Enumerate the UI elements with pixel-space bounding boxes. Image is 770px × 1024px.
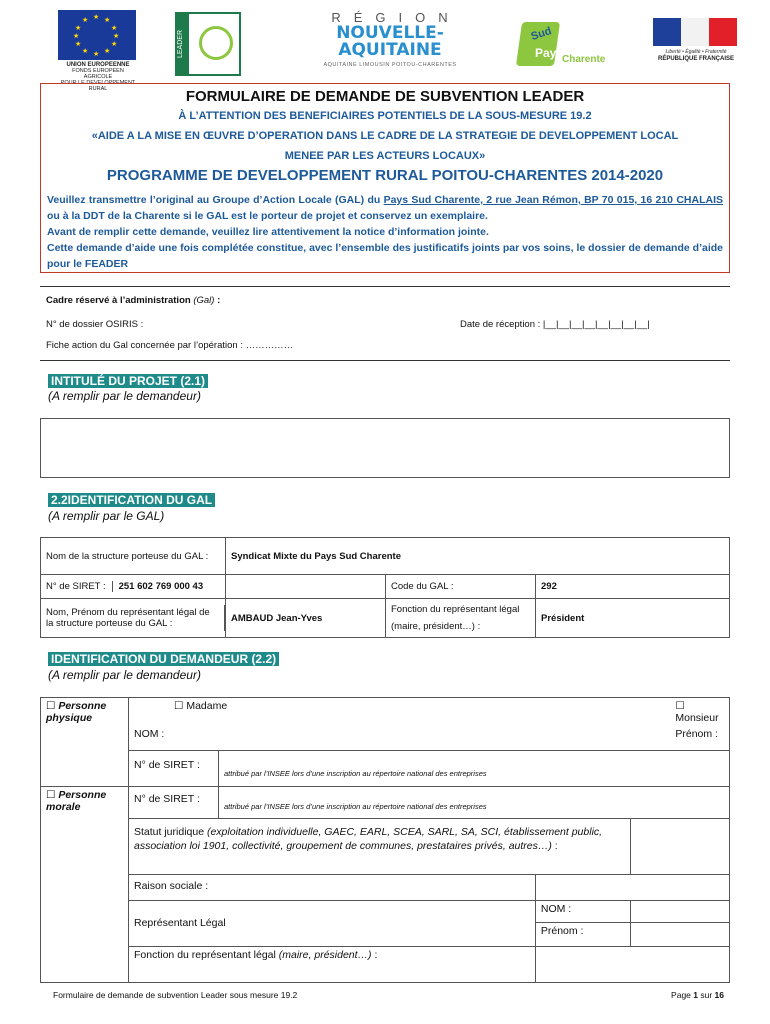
pm-label: Personne morale bbox=[46, 788, 107, 813]
statut-label-colon: : bbox=[551, 839, 558, 852]
rep-prenom-field[interactable] bbox=[630, 922, 729, 946]
region-name-1: NOUVELLE- bbox=[336, 23, 444, 43]
pm-siret-field[interactable] bbox=[219, 786, 730, 818]
gal-fonction-label: Fonction du représentant légal (maire, président…) : bbox=[386, 599, 536, 638]
instructions bbox=[47, 192, 723, 272]
madame-checkbox[interactable]: ☐ bbox=[174, 700, 184, 712]
projet-heading: INTITULÉ DU PROJET (2.1) bbox=[48, 374, 208, 388]
page-number bbox=[671, 990, 724, 1000]
rep-nom-label: NOM : bbox=[535, 900, 630, 922]
statut-label-examples: (exploitation individuelle, GAEC, EARL, SCEA, SARL, SA, SCI, établissement public, association loi 1901, collectivité, groupement de communes, prestataires privés, autres…) bbox=[134, 825, 603, 852]
pp-checkbox[interactable]: ☐ bbox=[46, 700, 56, 712]
pm-cell bbox=[41, 786, 129, 982]
gal-empty-cell bbox=[226, 575, 386, 599]
raison-sociale-field[interactable] bbox=[535, 874, 729, 900]
admin-label bbox=[46, 295, 220, 306]
monsieur-label: Monsieur bbox=[675, 712, 719, 724]
logo-bar bbox=[0, 8, 770, 92]
demandeur-note: (A remplir par le demandeur) bbox=[48, 668, 201, 682]
fonction-rep-label bbox=[129, 946, 536, 982]
fonction-label-colon: : bbox=[371, 948, 378, 961]
pays-charente: Charente bbox=[562, 54, 606, 65]
page-prefix: Page bbox=[671, 990, 694, 1000]
monsieur-option[interactable] bbox=[630, 698, 729, 727]
leader-logo bbox=[175, 12, 241, 76]
raison-sociale-label: Raison sociale : bbox=[129, 874, 536, 900]
pays-sud-charente-logo bbox=[515, 18, 610, 73]
pm-siret-label: N° de SIRET : bbox=[129, 786, 219, 818]
region-name-2: AQUITAINE bbox=[338, 40, 442, 60]
prenom-field[interactable]: Prénom : bbox=[630, 726, 729, 750]
pp-siret-label: N° de SIRET : bbox=[129, 750, 219, 786]
page-current: 1 bbox=[693, 990, 698, 1000]
nom-field[interactable]: NOM : bbox=[129, 726, 631, 750]
french-flag-icon bbox=[653, 18, 737, 46]
gal-structure-label: Nom de la structure porteuse du GAL : bbox=[41, 538, 226, 575]
rep-nom-field[interactable] bbox=[630, 900, 729, 922]
gal-rep-value[interactable]: AMBAUD Jean-Yves bbox=[226, 599, 386, 638]
pp-label: Personne physique bbox=[46, 700, 107, 724]
form-title: FORMULAIRE DE DEMANDE DE SUBVENTION LEADER bbox=[185, 88, 585, 105]
demandeur-table bbox=[40, 697, 730, 983]
instructions-1b: ou à la DDT de la Charente si le GAL est le porteur de projet et conservez un exemplaire. bbox=[47, 210, 488, 222]
fonction-label-examples: (maire, président…) bbox=[278, 948, 372, 961]
pays-pays: Pays bbox=[535, 46, 564, 60]
eu-flag-icon: ★ ★ ★ ★ ★ ★ ★ ★ ★ ★ ★ ★ bbox=[58, 10, 136, 60]
pm-siret-note: attribué par l’INSEE lors d’une inscription au répertoire national des entreprises bbox=[224, 801, 487, 811]
region-sub: AQUITAINE LIMOUSIN POITOU-CHARENTES bbox=[323, 62, 457, 68]
eu-logo bbox=[58, 10, 138, 92]
form-subtitle-2: «AIDE A LA MISE EN ŒUVRE D’OPERATION DANS LE CADRE DE LA STRATEGIE DE DEVELOPPEMENT LOCAL bbox=[91, 130, 679, 142]
rf-motto: Liberté • Égalité • Fraternité bbox=[665, 49, 727, 55]
gal-siret-label: N° de SIRET : bbox=[46, 581, 106, 592]
page-sep: sur bbox=[698, 990, 715, 1000]
gal-fonction-value[interactable]: Président bbox=[536, 599, 730, 638]
title-box bbox=[40, 83, 730, 273]
statut-juridique-label bbox=[129, 818, 631, 874]
eu-caption-title: UNION EUROPEENNE bbox=[66, 62, 130, 68]
projet-title-input[interactable] bbox=[40, 418, 730, 478]
madame-label: Madame bbox=[186, 700, 228, 712]
region-letters: RÉGION bbox=[331, 10, 461, 25]
statut-label-text: Statut juridique bbox=[134, 825, 207, 838]
leader-circle-icon bbox=[199, 26, 233, 60]
gal-siret-cell bbox=[41, 575, 226, 599]
pp-siret-field[interactable] bbox=[219, 750, 730, 786]
admin-label-colon: : bbox=[214, 295, 221, 306]
pays-sud: Sud bbox=[529, 25, 554, 43]
instructions-2: Avant de remplir cette demande, veuillez lire attentivement la notice d’information jointe. bbox=[47, 226, 489, 238]
admin-box bbox=[40, 286, 730, 361]
reception-date-field[interactable]: Date de réception : |__|__|__|__|__|__|__|__| bbox=[460, 319, 650, 330]
fonction-rep-field[interactable] bbox=[535, 946, 729, 982]
rf-name: RÉPUBLIQUE FRANÇAISE bbox=[657, 56, 734, 62]
rep-legal-label: Représentant Légal bbox=[129, 900, 536, 946]
instructions-1a: Veuillez transmettre l’original au Groupe d’Action Locale (GAL) du bbox=[47, 194, 384, 206]
pp-cell bbox=[41, 698, 129, 787]
gal-address-link[interactable]: Pays Sud Charente, 2 rue Jean Rémon, BP 70 015, 16 210 CHALAIS bbox=[383, 194, 723, 206]
osiris-field[interactable]: N° de dossier OSIRIS : bbox=[46, 319, 144, 330]
eu-caption-line2: POUR LE DEVELOPPEMENT RURAL bbox=[60, 80, 136, 92]
form-subtitle-3: MENEE PAR LES ACTEURS LOCAUX» bbox=[284, 150, 486, 162]
form-subtitle-1: À L’ATTENTION DES BENEFICIAIRES POTENTIELS DE LA SOUS-MESURE 19.2 bbox=[178, 110, 592, 122]
footer-title: Formulaire de demande de subvention Leader sous mesure 19.2 bbox=[53, 990, 298, 1000]
fonction-label-text: Fonction du représentant légal bbox=[134, 948, 279, 961]
leader-logo-text: LEADER bbox=[177, 14, 189, 74]
gal-siret-value[interactable]: 251 602 769 000 43 bbox=[112, 581, 204, 592]
instructions-3: Cette demande d’aide une fois complétée constitue, avec l’ensemble des justificatifs joints par vos soins, le dossier de demande d’aide pour le FEADER bbox=[47, 242, 723, 270]
projet-note: (A remplir par le demandeur) bbox=[48, 389, 201, 403]
fiche-action-field[interactable]: Fiche action du Gal concernée par l’opération : …………… bbox=[46, 340, 294, 351]
statut-juridique-field[interactable] bbox=[630, 818, 729, 874]
pp-siret-note: attribué par l’INSEE lors d’une inscription au répertoire national des entreprises bbox=[224, 768, 487, 778]
gal-code-value[interactable]: 292 bbox=[536, 575, 730, 599]
region-logo bbox=[305, 10, 475, 80]
demandeur-heading: IDENTIFICATION DU DEMANDEUR (2.2) bbox=[48, 652, 279, 666]
eu-caption-line1: FONDS EUROPEEN AGRICOLE bbox=[72, 68, 124, 80]
rep-prenom-label: Prénom : bbox=[535, 922, 630, 946]
gal-heading: 2.2IDENTIFICATION DU GAL bbox=[48, 493, 215, 507]
gal-table bbox=[40, 537, 730, 638]
pm-checkbox[interactable]: ☐ bbox=[46, 788, 56, 801]
gal-rep-label: Nom, Prénom du représentant légal de la structure porteuse du GAL : bbox=[41, 605, 225, 631]
madame-option[interactable] bbox=[129, 698, 631, 727]
admin-label-gal: (Gal) bbox=[193, 295, 215, 306]
gal-note: (A remplir par le GAL) bbox=[48, 509, 165, 523]
page-total: 16 bbox=[714, 990, 724, 1000]
gal-rep-cell bbox=[41, 599, 226, 638]
gal-code-label: Code du GAL : bbox=[386, 575, 536, 599]
monsieur-checkbox[interactable]: ☐ bbox=[675, 700, 685, 712]
programme-title: PROGRAMME DE DEVELOPPEMENT RURAL POITOU-CHARENTES 2014-2020 bbox=[106, 167, 664, 184]
gal-structure-value[interactable]: Syndicat Mixte du Pays Sud Charente bbox=[226, 538, 730, 575]
republique-francaise-logo bbox=[653, 18, 739, 78]
admin-label-text: Cadre réservé à l’administration bbox=[46, 295, 194, 306]
